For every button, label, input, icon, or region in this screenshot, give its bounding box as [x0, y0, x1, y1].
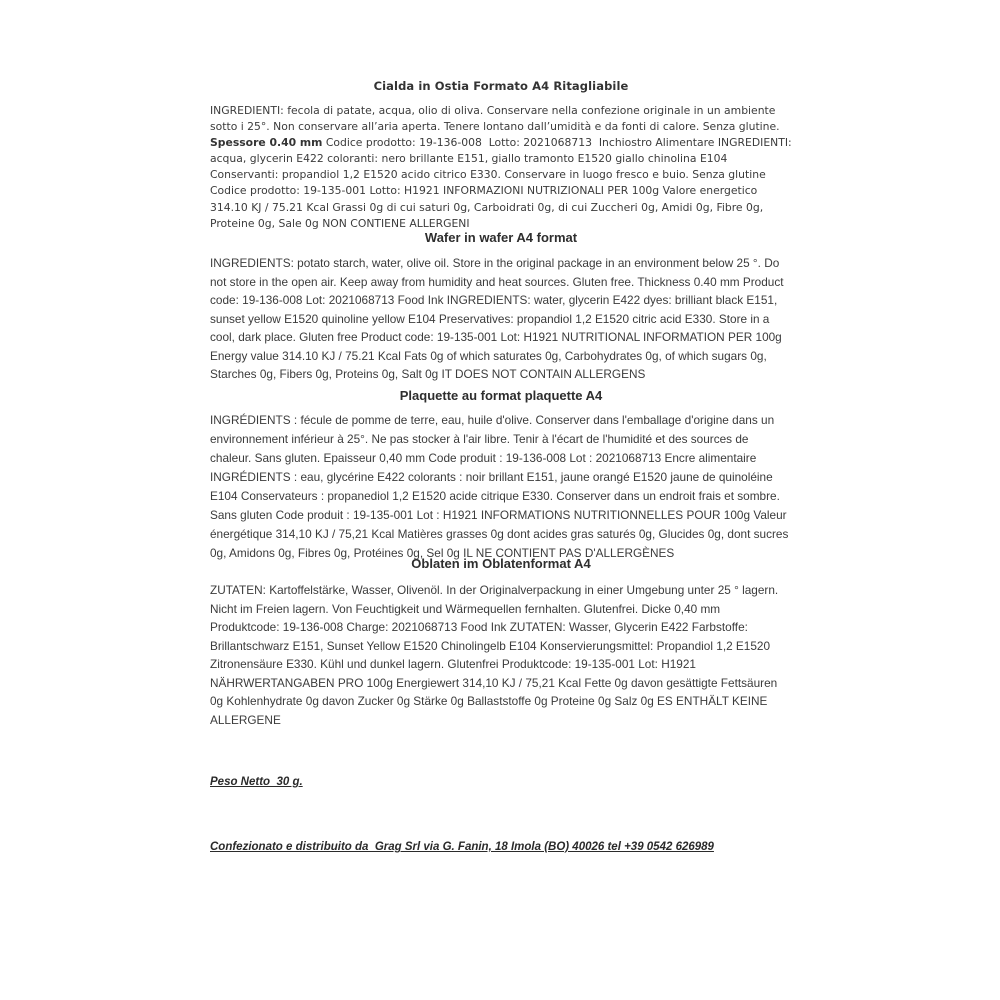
distributor-line: Confezionato e distribuito da Grag Srl via G. Fanin, 18 Imola (BO) 40026 tel +39 0542 626989 [210, 841, 714, 853]
ingredients-paragraph-italian [210, 103, 796, 232]
ingredients-paragraph-german: ZUTATEN: Kartoffelstärke, Wasser, Olivenöl. In der Originalverpackung in einer Umgebung unter 25 ° lagern. Nicht im Freien lagern. Von Feuchtigkeit und Wärmequellen fernhalten. Glutenfrei. Dicke 0,40 mm Produktcode: 19-136-008 Charge: 2021068713 Food Ink ZUTATEN: Wasser, Glycerin E422 Farbstoffe: Brillantschwarz E151, Sunset Yellow E1520 Chinolingelb E104 Konservierungsmittel: Propandiol 1,2 E1520 Zitronensäure E330. Kühl und dunkel lagern. Glutenfrei Produktcode: 19-135-001 Lot: H1921 NÄHRWERTANGABEN PRO 100g Energiewert 314,10 KJ / 75,21 Kcal Fette 0g davon gesättigte Fettsäuren 0g Kohlenhydrate 0g davon Zucker 0g Stärke 0g Ballaststoffe 0g Proteine 0g Salz 0g ES ENTHÄLT KEINE ALLERGENE [210, 583, 782, 727]
section-heading-french: Plaquette au format plaquette A4 [399, 388, 603, 403]
italian-intro-text: INGREDIENTI: fecola di patate, acqua, olio di oliva. Conservare nella confezione originale in un ambiente sotto i 25°. Non conservare all’aria aperta. Tenere lontano dall’umidità e da fonti di calore. Senza glutine. [210, 104, 784, 134]
net-weight-line: Peso Netto 30 g. [210, 776, 303, 788]
section-heading-german: Oblaten im Oblatenformat A4 [411, 556, 591, 571]
italian-rest-text: Codice prodotto: 19-136-008 Lotto: 2021068713 Inchiostro Alimentare INGREDIENTI: acqua, glycerin E422 coloranti: nero brillante E151, giallo tramonto E1520 giallo chinolina E104 Conservanti: propandiol 1,2 E1520 acido citrico E330. Conservare in luogo fresco e buio. Senza glutine Codice prodotto: 19-135-001 Lotto: H1921 INFORMAZIONI NUTRIZIONALI PER 100g Valore energetico 314.10 KJ / 75.21 Kcal Grassi 0g di cui saturi 0g, Carboidrati 0g, di cui Zuccheri 0g, Amidi 0g, Fibre 0g, Proteine 0g, Sale 0g NON CONTIENE ALLERGENI [210, 136, 796, 230]
document-title: Cialda in Ostia Formato A4 Ritagliabile [373, 79, 629, 93]
ingredients-paragraph-english: INGREDIENTS: potato starch, water, olive oil. Store in the original package in an environment below 25 °. Do not store in the open air. Keep away from humidity and heat sources. Gluten free. Thickness 0.40 mm Product code: 19-136-008 Lot: 2021068713 Food Ink INGREDIENTS: water, glycerin E422 dyes: brilliant black E151, sunset yellow E1520 quinoline yellow E104 Preservatives: propandiol 1,2 E1520 citric acid E330. Store in a cool, dark place. Gluten free Product code: 19-135-001 Lot: H1921 NUTRITIONAL INFORMATION PER 100g Energy value 314.10 KJ / 75.21 Kcal Fats 0g of which saturates 0g, Carbohydrates 0g, of which sugars 0g, Starches 0g, Fibers 0g, Proteins 0g, Salt 0g IT DOES NOT CONTAIN ALLERGENS [210, 256, 787, 381]
section-heading-english: Wafer in wafer A4 format [424, 230, 578, 245]
italian-thickness-text: Spessore 0.40 mm [210, 136, 323, 150]
ingredients-paragraph-french: INGRÉDIENTS : fécule de pomme de terre, eau, huile d'olive. Conserver dans l'emballage d'origine dans un environnement inférieur à 25°. Ne pas stocker à l'air libre. Tenir à l'écart de l'humidité et des sources de chaleur. Sans gluten. Epaisseur 0,40 mm Code produit : 19-136-008 Lot : 2021068713 Encre alimentaire INGRÉDIENTS : eau, glycérine E422 colorants : noir brillant E151, jaune orangé E1520 jaune de quinoléine E104 Conservateurs : propanediol 1,2 E1520 acide citrique E330. Conserver dans un endroit frais et sombre. Sans gluten Code produit : 19-135-001 Lot : H1921 INFORMATIONS NUTRITIONNELLES POUR 100g Valeur énergétique 314,10 KJ / 75,21 Kcal Matières grasses 0g dont acides gras saturés 0g, Glucides 0g, dont sucres 0g, Amidons 0g, Fibres 0g, Protéines 0g, Sel 0g IL NE CONTIENT PAS D'ALLERGÈNES [210, 413, 792, 560]
